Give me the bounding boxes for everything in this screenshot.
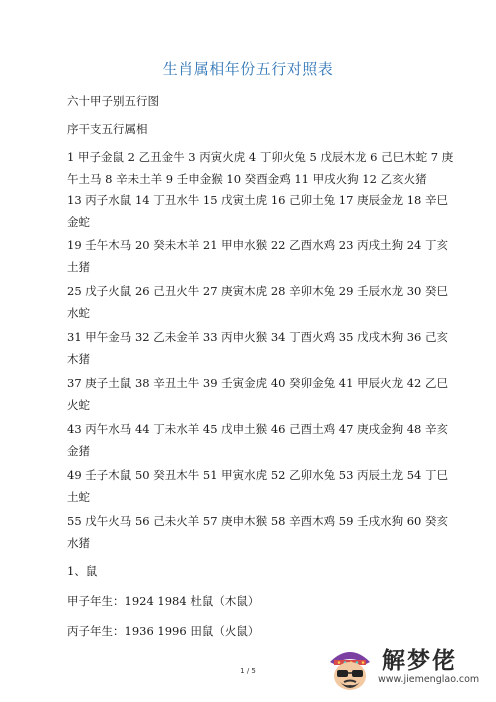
rat-entry-jiazi: 甲子年生：1924 1984 杜鼠（木鼠） xyxy=(67,594,260,608)
jiazi-row-5: 31 甲午金马 32 乙未金羊 33 丙申火猴 34 丁酉火鸡 35 戊戌木狗 36 己亥木猪 xyxy=(67,330,449,366)
subtitle-column-heading: 序干支五行属相 xyxy=(67,122,148,136)
watermark-name: 解梦佬 xyxy=(382,648,457,674)
jiazi-row-9: 55 戊午火马 56 己未火羊 57 庚申木猴 58 辛酉木鸡 59 壬戌水狗 60 癸亥水猪 xyxy=(67,514,449,550)
mascot-icon xyxy=(322,640,378,696)
page-number: 1 / 5 xyxy=(240,667,256,675)
jiazi-row-8: 49 壬子木鼠 50 癸丑木牛 51 甲寅水虎 52 乙卯水兔 53 丙辰土龙 54 丁巳土蛇 xyxy=(67,468,449,504)
jiazi-row-3: 19 壬午木马 20 癸未木羊 21 甲申水猴 22 乙酉水鸡 23 丙戌土狗 24 丁亥土猪 xyxy=(67,238,449,274)
subtitle-sixty-jiazi: 六十甲子别五行图 xyxy=(67,94,159,108)
jiazi-row-1: 1 甲子金鼠 2 乙丑金牛 3 丙寅火虎 4 丁卯火兔 5 戊辰木龙 6 己巳木蛇 7 庚午土马 8 辛未土羊 9 壬申金猴 10 癸酉金鸡 11 甲戌火狗 12 乙亥火猪 xyxy=(67,150,454,186)
document-title: 生肖属相年份五行对照表 xyxy=(162,60,334,78)
rat-entry-bingzi: 丙子年生：1936 1996 田鼠（火鼠） xyxy=(67,624,260,638)
watermark-logo xyxy=(322,640,490,698)
watermark-url: www.jiemenglao.com xyxy=(378,674,480,685)
jiazi-row-6: 37 庚子土鼠 38 辛丑土牛 39 壬寅金虎 40 癸卯金兔 41 甲辰火龙 42 乙巳火蛇 xyxy=(67,376,449,412)
jiazi-row-7: 43 丙午水马 44 丁未水羊 45 戊申土猴 46 己酉土鸡 47 庚戌金狗 48 辛亥金猪 xyxy=(67,422,449,458)
jiazi-row-2: 13 丙子水鼠 14 丁丑水牛 15 戊寅土虎 16 己卯土兔 17 庚辰金龙 18 辛巳金蛇 xyxy=(67,193,449,229)
section-heading-rat: 1、鼠 xyxy=(67,564,98,578)
jiazi-row-4: 25 戊子火鼠 26 己丑火牛 27 庚寅木虎 28 辛卯木兔 29 壬辰水龙 30 癸巳水蛇 xyxy=(67,284,449,320)
